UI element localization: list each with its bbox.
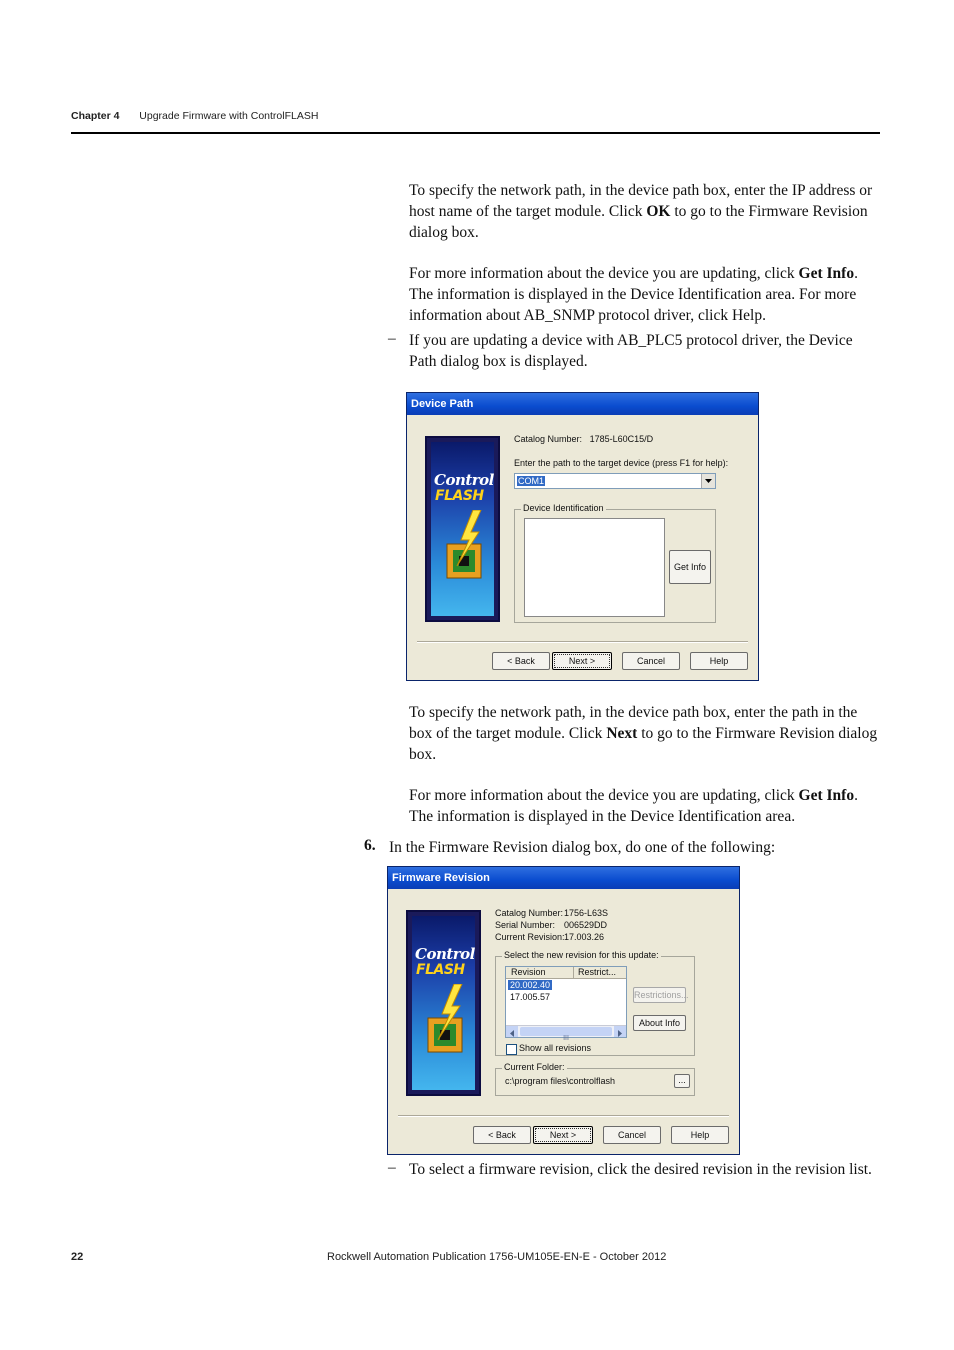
dialog-separator [398,1115,729,1117]
chapter-label: Chapter 4 [71,110,120,122]
bullet-dash: – [388,330,396,347]
logo-text-flash: FLASH [416,962,465,978]
scroll-thumb[interactable]: III [520,1027,612,1036]
device-identification-box [524,518,665,617]
column-header-restrict[interactable]: Restrict... [574,967,626,979]
restrictions-button[interactable]: Restrictions... [633,987,686,1003]
step-6-text: In the Firmware Revision dialog box, do one of the following: [389,839,776,856]
revision-select-label: Select the new revision for this update: [504,950,659,960]
dropdown-arrow-icon[interactable] [701,474,715,488]
help-button[interactable]: Help [690,652,748,670]
paragraph-get-info: For more information about the device you are updating, click Get Info. The information is displayed in the Device Identification area. [409,787,858,825]
current-revision-label: Current Revision: [495,932,565,942]
page-number: 22 [71,1251,84,1263]
path-label: Enter the path to the target device (press F1 for help): [514,458,729,468]
logo-text-control: Control [415,945,475,963]
device-info-block [495,907,608,943]
chapter-title: Upgrade Firmware with ControlFLASH [139,110,319,122]
revision-select-group [495,950,695,1056]
device-path-combobox[interactable] [514,473,716,489]
horizontal-scrollbar[interactable] [506,1025,626,1042]
paragraph-next: To specify the network path, in the device path box, enter the path in the box of the target module. Click Next to go to the Firmware Revision dialog box. [409,704,878,763]
catalog-number-label: Catalog Number: [495,908,564,918]
chip-lightning-icon [424,984,468,1062]
bullet-plc5: If you are updating a device with AB_PLC5 protocol driver, the Device Path dialog box is displayed. [409,332,853,370]
publication-footer: Rockwell Automation Publication 1756-UM105E-EN-E - October 2012 [327,1251,667,1263]
header-rule [71,132,880,134]
device-path-value: COM1 [518,476,545,486]
device-path-dialog [406,392,759,681]
catalog-number-label: Catalog Number: 1785-L60C15/D [514,434,654,444]
revision-item-selected[interactable]: 20.002.40 [510,980,551,990]
paragraph-get-info-snmp: For more information about the device you are updating, click Get Info. The information is displayed in the Device Identification area. For more information about AB_SNMP protocol driver, click Help. [409,265,858,324]
about-info-button[interactable]: About Info [633,1015,686,1031]
dialog-title-bar: Device Path [407,393,758,415]
browse-folder-button[interactable]: ... [674,1074,690,1088]
bullet-dash: – [388,1159,396,1176]
back-button[interactable]: < Back [473,1126,531,1144]
column-header-revision[interactable]: Revision [506,967,574,979]
back-button[interactable]: < Back [492,652,550,670]
catalog-number-value: 1785-L60C15/D [589,434,654,444]
serial-number-value: 006529DD [564,920,608,930]
current-folder-group [495,1062,695,1096]
logo-text-flash: FLASH [435,488,484,504]
cancel-button[interactable]: Cancel [603,1126,661,1144]
current-folder-label: Current Folder: [504,1062,565,1072]
current-revision-value: 17.003.26 [564,932,605,942]
help-button[interactable]: Help [671,1126,729,1144]
dialog-title-bar: Firmware Revision [388,867,739,889]
step-number: 6. [364,837,376,854]
chip-lightning-icon [443,510,487,588]
next-button[interactable]: Next > [533,1126,593,1144]
cancel-button[interactable]: Cancel [622,652,680,670]
revision-item[interactable]: 17.005.57 [510,992,551,1002]
revision-list[interactable] [505,966,627,1042]
firmware-revision-dialog [387,866,740,1155]
next-button[interactable]: Next > [552,652,612,670]
scroll-left-icon[interactable] [506,1026,518,1037]
dialog-separator [417,641,748,643]
controlflash-logo [425,436,500,622]
get-info-button[interactable]: Get Info [669,550,711,584]
scroll-right-icon[interactable] [614,1026,626,1037]
serial-number-label: Serial Number: [495,920,556,930]
device-identification-label: Device Identification [523,503,604,513]
show-all-revisions-checkbox[interactable] [506,1044,517,1055]
bullet-select-revision: To select a firmware revision, click the desired revision in the revision list. [409,1161,872,1178]
show-all-revisions-label: Show all revisions [519,1043,592,1053]
paragraph-ok: To specify the network path, in the device path box, enter the IP address or host name of the target module. Click OK to go to the Firmware Revision dialog box. [409,182,873,241]
device-identification-group [514,503,716,623]
logo-text-control: Control [434,471,494,489]
running-header [71,110,318,122]
catalog-number-value: 1756-L63S [564,908,609,918]
current-folder-path: c:\program files\controlflash [505,1076,616,1086]
controlflash-logo [406,910,481,1096]
